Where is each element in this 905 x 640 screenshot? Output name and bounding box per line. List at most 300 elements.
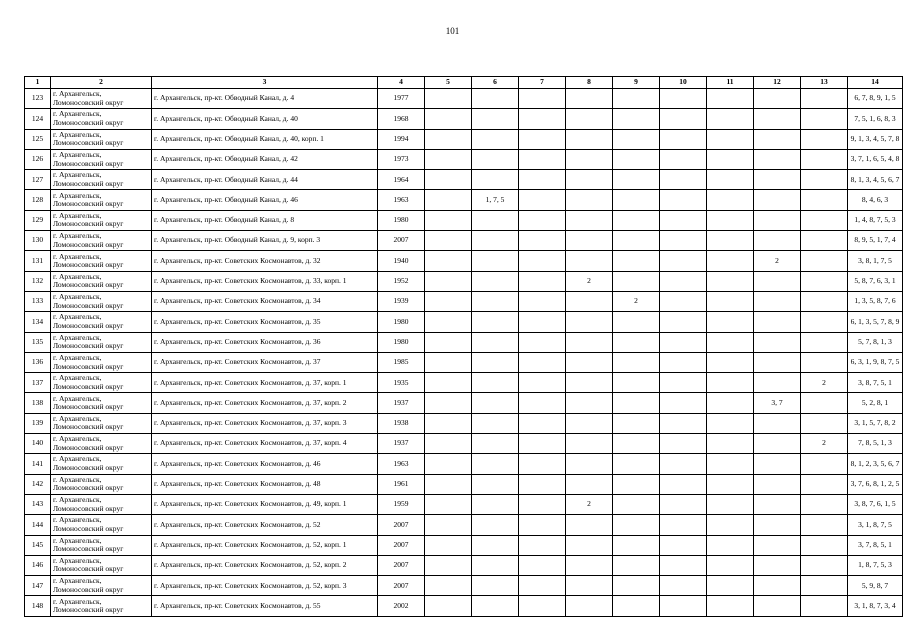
col5-cell xyxy=(425,535,472,555)
col5-cell xyxy=(425,109,472,129)
col10-cell xyxy=(660,393,707,413)
address-cell: г. Архангельск, пр-кт. Обводный Канал, д. 9, корп. 3 xyxy=(152,231,378,251)
col8-cell xyxy=(566,190,613,210)
row-number-cell: 142 xyxy=(25,474,51,494)
col14-cell: 8, 9, 5, 1, 7, 4 xyxy=(848,231,903,251)
col5-cell xyxy=(425,190,472,210)
header-row xyxy=(25,77,903,89)
table-row xyxy=(25,535,903,555)
col13-cell: 2 xyxy=(801,373,848,393)
address-cell: г. Архангельск, пр-кт. Советских Космонавтов, д. 32 xyxy=(152,251,378,271)
location-cell: г. Архангельск, Ломоносовский округ xyxy=(51,413,152,433)
row-number-cell: 124 xyxy=(25,109,51,129)
col6-cell xyxy=(472,291,519,311)
col5-cell xyxy=(425,271,472,291)
col9-cell xyxy=(613,170,660,190)
col9-cell xyxy=(613,413,660,433)
col10-cell xyxy=(660,251,707,271)
col11-cell xyxy=(707,231,754,251)
col7-cell xyxy=(519,352,566,372)
col11-cell xyxy=(707,332,754,352)
location-cell: г. Архангельск, Ломоносовский округ xyxy=(51,535,152,555)
col6-cell xyxy=(472,210,519,230)
col5-cell xyxy=(425,291,472,311)
col8-cell xyxy=(566,312,613,332)
col6-cell xyxy=(472,271,519,291)
col13-cell xyxy=(801,210,848,230)
col14-cell: 8, 1, 2, 3, 5, 6, 7 xyxy=(848,454,903,474)
col5-cell xyxy=(425,352,472,372)
col7-cell xyxy=(519,555,566,575)
year-cell: 1963 xyxy=(378,454,425,474)
address-cell: г. Архангельск, пр-кт. Советских Космонавтов, д. 46 xyxy=(152,454,378,474)
col10-cell xyxy=(660,555,707,575)
column-header-1: 1 xyxy=(25,77,51,89)
col12-cell xyxy=(754,129,801,149)
table-row xyxy=(25,109,903,129)
col6-cell xyxy=(472,494,519,514)
col12-cell xyxy=(754,89,801,109)
col11-cell xyxy=(707,291,754,311)
row-number-cell: 123 xyxy=(25,89,51,109)
col14-cell: 3, 1, 8, 7, 3, 4 xyxy=(848,596,903,616)
col9-cell xyxy=(613,596,660,616)
col14-cell: 6, 3, 1, 9, 8, 7, 5 xyxy=(848,352,903,372)
col14-cell: 5, 8, 7, 6, 3, 1 xyxy=(848,271,903,291)
address-cell: г. Архангельск, пр-кт. Советских Космонавтов, д. 33, корп. 1 xyxy=(152,271,378,291)
row-number-cell: 125 xyxy=(25,129,51,149)
location-cell: г. Архангельск, Ломоносовский округ xyxy=(51,393,152,413)
col5-cell xyxy=(425,129,472,149)
column-header-13: 13 xyxy=(801,77,848,89)
col12-cell xyxy=(754,413,801,433)
col10-cell xyxy=(660,129,707,149)
col8-cell xyxy=(566,515,613,535)
table-row xyxy=(25,271,903,291)
col12-cell xyxy=(754,474,801,494)
column-header-12: 12 xyxy=(754,77,801,89)
col13-cell xyxy=(801,413,848,433)
location-cell: г. Архангельск, Ломоносовский округ xyxy=(51,129,152,149)
table-row xyxy=(25,149,903,169)
row-number-cell: 135 xyxy=(25,332,51,352)
col12-cell: 3, 7 xyxy=(754,393,801,413)
col12-cell xyxy=(754,312,801,332)
col10-cell xyxy=(660,190,707,210)
row-number-cell: 139 xyxy=(25,413,51,433)
col7-cell xyxy=(519,535,566,555)
col7-cell xyxy=(519,129,566,149)
year-cell: 2007 xyxy=(378,555,425,575)
table-row xyxy=(25,413,903,433)
location-cell: г. Архангельск, Ломоносовский округ xyxy=(51,576,152,596)
col14-cell: 7, 5, 1, 6, 8, 3 xyxy=(848,109,903,129)
col11-cell xyxy=(707,413,754,433)
row-number-cell: 148 xyxy=(25,596,51,616)
table-row xyxy=(25,89,903,109)
col7-cell xyxy=(519,494,566,514)
col8-cell xyxy=(566,474,613,494)
col10-cell xyxy=(660,413,707,433)
location-cell: г. Архангельск, Ломоносовский округ xyxy=(51,332,152,352)
col12-cell xyxy=(754,352,801,372)
page-number: 101 xyxy=(445,26,460,36)
col7-cell xyxy=(519,109,566,129)
col8-cell xyxy=(566,352,613,372)
col10-cell xyxy=(660,434,707,454)
col11-cell xyxy=(707,373,754,393)
col10-cell xyxy=(660,89,707,109)
location-cell: г. Архангельск, Ломоносовский округ xyxy=(51,474,152,494)
address-cell: г. Архангельск, пр-кт. Обводный Канал, д. 8 xyxy=(152,210,378,230)
location-cell: г. Архангельск, Ломоносовский округ xyxy=(51,271,152,291)
row-number-cell: 140 xyxy=(25,434,51,454)
col12-cell xyxy=(754,149,801,169)
address-cell: г. Архангельск, пр-кт. Обводный Канал, д. 46 xyxy=(152,190,378,210)
col10-cell xyxy=(660,515,707,535)
col11-cell xyxy=(707,515,754,535)
col9-cell xyxy=(613,474,660,494)
address-cell: г. Архангельск, пр-кт. Советских Космонавтов, д. 37, корп. 3 xyxy=(152,413,378,433)
address-cell: г. Архангельск, пр-кт. Советских Космонавтов, д. 37 xyxy=(152,352,378,372)
location-cell: г. Архангельск, Ломоносовский округ xyxy=(51,89,152,109)
col9-cell xyxy=(613,373,660,393)
col10-cell xyxy=(660,352,707,372)
col7-cell xyxy=(519,190,566,210)
col14-cell: 8, 4, 6, 3 xyxy=(848,190,903,210)
col7-cell xyxy=(519,231,566,251)
col9-cell xyxy=(613,515,660,535)
column-header-9: 9 xyxy=(613,77,660,89)
year-cell: 1937 xyxy=(378,393,425,413)
col8-cell xyxy=(566,413,613,433)
year-cell: 1937 xyxy=(378,434,425,454)
col13-cell xyxy=(801,454,848,474)
col5-cell xyxy=(425,170,472,190)
col7-cell xyxy=(519,89,566,109)
column-header-7: 7 xyxy=(519,77,566,89)
row-number-cell: 126 xyxy=(25,149,51,169)
col6-cell xyxy=(472,149,519,169)
table-row xyxy=(25,434,903,454)
location-cell: г. Архангельск, Ломоносовский округ xyxy=(51,494,152,514)
col11-cell xyxy=(707,393,754,413)
year-cell: 2007 xyxy=(378,231,425,251)
col5-cell xyxy=(425,373,472,393)
col9-cell xyxy=(613,555,660,575)
col12-cell xyxy=(754,231,801,251)
col11-cell xyxy=(707,109,754,129)
col6-cell xyxy=(472,393,519,413)
col7-cell xyxy=(519,515,566,535)
col12-cell xyxy=(754,291,801,311)
year-cell: 1959 xyxy=(378,494,425,514)
address-cell: г. Архангельск, пр-кт. Советских Космонавтов, д. 55 xyxy=(152,596,378,616)
col10-cell xyxy=(660,109,707,129)
col7-cell xyxy=(519,291,566,311)
column-header-14: 14 xyxy=(848,77,903,89)
col13-cell xyxy=(801,251,848,271)
col6-cell xyxy=(472,170,519,190)
col14-cell: 9, 1, 3, 4, 5, 7, 8 xyxy=(848,129,903,149)
col6-cell xyxy=(472,515,519,535)
year-cell: 1994 xyxy=(378,129,425,149)
col8-cell xyxy=(566,170,613,190)
col13-cell xyxy=(801,576,848,596)
col9-cell xyxy=(613,231,660,251)
col8-cell xyxy=(566,251,613,271)
col5-cell xyxy=(425,454,472,474)
col5-cell xyxy=(425,515,472,535)
col11-cell xyxy=(707,149,754,169)
col8-cell xyxy=(566,89,613,109)
col9-cell xyxy=(613,494,660,514)
col14-cell: 5, 9, 8, 7 xyxy=(848,576,903,596)
col10-cell xyxy=(660,312,707,332)
col6-cell xyxy=(472,474,519,494)
col13-cell xyxy=(801,149,848,169)
year-cell: 1935 xyxy=(378,373,425,393)
col7-cell xyxy=(519,373,566,393)
row-number-cell: 133 xyxy=(25,291,51,311)
col6-cell: 1, 7, 5 xyxy=(472,190,519,210)
col8-cell xyxy=(566,596,613,616)
col7-cell xyxy=(519,271,566,291)
col8-cell xyxy=(566,210,613,230)
col12-cell xyxy=(754,332,801,352)
col5-cell xyxy=(425,434,472,454)
col11-cell xyxy=(707,454,754,474)
col13-cell xyxy=(801,109,848,129)
col5-cell xyxy=(425,312,472,332)
col6-cell xyxy=(472,596,519,616)
table-row xyxy=(25,332,903,352)
address-cell: г. Архангельск, пр-кт. Обводный Канал, д. 40, корп. 1 xyxy=(152,129,378,149)
col8-cell xyxy=(566,332,613,352)
year-cell: 1940 xyxy=(378,251,425,271)
year-cell: 1939 xyxy=(378,291,425,311)
col5-cell xyxy=(425,332,472,352)
table-body xyxy=(25,89,903,617)
row-number-cell: 137 xyxy=(25,373,51,393)
col14-cell: 3, 7, 1, 6, 5, 4, 8 xyxy=(848,149,903,169)
address-cell: г. Архангельск, пр-кт. Советских Космонавтов, д. 35 xyxy=(152,312,378,332)
table-row xyxy=(25,291,903,311)
column-header-8: 8 xyxy=(566,77,613,89)
col11-cell xyxy=(707,271,754,291)
address-cell: г. Архангельск, пр-кт. Советских Космонавтов, д. 52, корп. 2 xyxy=(152,555,378,575)
row-number-cell: 145 xyxy=(25,535,51,555)
address-cell: г. Архангельск, пр-кт. Советских Космонавтов, д. 52, корп. 3 xyxy=(152,576,378,596)
col12-cell xyxy=(754,170,801,190)
col7-cell xyxy=(519,576,566,596)
col12-cell xyxy=(754,576,801,596)
col14-cell: 6, 7, 8, 9, 1, 5 xyxy=(848,89,903,109)
address-cell: г. Архангельск, пр-кт. Советских Космонавтов, д. 37, корп. 2 xyxy=(152,393,378,413)
address-cell: г. Архангельск, пр-кт. Обводный Канал, д. 4 xyxy=(152,89,378,109)
col6-cell xyxy=(472,535,519,555)
address-cell: г. Архангельск, пр-кт. Советских Космонавтов, д. 37, корп. 1 xyxy=(152,373,378,393)
col8-cell xyxy=(566,149,613,169)
col7-cell xyxy=(519,332,566,352)
col10-cell xyxy=(660,373,707,393)
col5-cell xyxy=(425,231,472,251)
col11-cell xyxy=(707,352,754,372)
col10-cell xyxy=(660,149,707,169)
year-cell: 2002 xyxy=(378,596,425,616)
col8-cell xyxy=(566,291,613,311)
col7-cell xyxy=(519,474,566,494)
table-row xyxy=(25,170,903,190)
table-row xyxy=(25,576,903,596)
col8-cell xyxy=(566,373,613,393)
col10-cell xyxy=(660,332,707,352)
year-cell: 2007 xyxy=(378,515,425,535)
address-cell: г. Архангельск, пр-кт. Советских Космонавтов, д. 34 xyxy=(152,291,378,311)
col11-cell xyxy=(707,555,754,575)
year-cell: 1963 xyxy=(378,190,425,210)
col11-cell xyxy=(707,89,754,109)
col8-cell xyxy=(566,454,613,474)
location-cell: г. Архангельск, Ломоносовский округ xyxy=(51,515,152,535)
col10-cell xyxy=(660,271,707,291)
col8-cell xyxy=(566,555,613,575)
col13-cell xyxy=(801,190,848,210)
col14-cell: 3, 8, 1, 7, 5 xyxy=(848,251,903,271)
address-cell: г. Архангельск, пр-кт. Обводный Канал, д. 44 xyxy=(152,170,378,190)
column-header-2: 2 xyxy=(51,77,152,89)
table-row xyxy=(25,474,903,494)
table-row xyxy=(25,373,903,393)
table-row xyxy=(25,515,903,535)
row-number-cell: 144 xyxy=(25,515,51,535)
col5-cell xyxy=(425,89,472,109)
col13-cell: 2 xyxy=(801,434,848,454)
table-header xyxy=(25,77,903,89)
col13-cell xyxy=(801,291,848,311)
col10-cell xyxy=(660,454,707,474)
col5-cell xyxy=(425,413,472,433)
col6-cell xyxy=(472,109,519,129)
col14-cell: 1, 4, 8, 7, 5, 3 xyxy=(848,210,903,230)
col13-cell xyxy=(801,352,848,372)
col6-cell xyxy=(472,413,519,433)
col7-cell xyxy=(519,312,566,332)
col6-cell xyxy=(472,129,519,149)
address-cell: г. Архангельск, пр-кт. Советских Космонавтов, д. 49, корп. 1 xyxy=(152,494,378,514)
col11-cell xyxy=(707,129,754,149)
col9-cell xyxy=(613,251,660,271)
col10-cell xyxy=(660,576,707,596)
table-row xyxy=(25,190,903,210)
col13-cell xyxy=(801,312,848,332)
col7-cell xyxy=(519,393,566,413)
location-cell: г. Архангельск, Ломоносовский округ xyxy=(51,251,152,271)
col9-cell xyxy=(613,434,660,454)
col12-cell xyxy=(754,434,801,454)
row-number-cell: 143 xyxy=(25,494,51,514)
col14-cell: 3, 1, 5, 7, 8, 2 xyxy=(848,413,903,433)
row-number-cell: 134 xyxy=(25,312,51,332)
col5-cell xyxy=(425,555,472,575)
row-number-cell: 136 xyxy=(25,352,51,372)
column-header-11: 11 xyxy=(707,77,754,89)
col13-cell xyxy=(801,271,848,291)
column-header-10: 10 xyxy=(660,77,707,89)
col5-cell xyxy=(425,596,472,616)
col14-cell: 3, 1, 8, 7, 5 xyxy=(848,515,903,535)
address-cell: г. Архангельск, пр-кт. Советских Космонавтов, д. 37, корп. 4 xyxy=(152,434,378,454)
year-cell: 1980 xyxy=(378,312,425,332)
col12-cell: 2 xyxy=(754,251,801,271)
col11-cell xyxy=(707,596,754,616)
col6-cell xyxy=(472,454,519,474)
col10-cell xyxy=(660,596,707,616)
col12-cell xyxy=(754,454,801,474)
column-header-5: 5 xyxy=(425,77,472,89)
location-cell: г. Архангельск, Ломоносовский округ xyxy=(51,596,152,616)
year-cell: 2007 xyxy=(378,535,425,555)
table-row xyxy=(25,393,903,413)
year-cell: 1985 xyxy=(378,352,425,372)
col6-cell xyxy=(472,352,519,372)
col6-cell xyxy=(472,373,519,393)
col8-cell xyxy=(566,109,613,129)
col9-cell xyxy=(613,454,660,474)
col6-cell xyxy=(472,434,519,454)
row-number-cell: 132 xyxy=(25,271,51,291)
col6-cell xyxy=(472,332,519,352)
col14-cell: 1, 3, 5, 8, 7, 6 xyxy=(848,291,903,311)
year-cell: 1973 xyxy=(378,149,425,169)
row-number-cell: 131 xyxy=(25,251,51,271)
col11-cell xyxy=(707,434,754,454)
row-number-cell: 146 xyxy=(25,555,51,575)
col13-cell xyxy=(801,535,848,555)
location-cell: г. Архангельск, Ломоносовский округ xyxy=(51,109,152,129)
col12-cell xyxy=(754,190,801,210)
col5-cell xyxy=(425,210,472,230)
col12-cell xyxy=(754,271,801,291)
col14-cell: 5, 2, 8, 1 xyxy=(848,393,903,413)
col11-cell xyxy=(707,474,754,494)
col12-cell xyxy=(754,494,801,514)
col9-cell xyxy=(613,210,660,230)
location-cell: г. Архангельск, Ломоносовский округ xyxy=(51,190,152,210)
table-row xyxy=(25,352,903,372)
year-cell: 1980 xyxy=(378,332,425,352)
col9-cell xyxy=(613,535,660,555)
col9-cell: 2 xyxy=(613,291,660,311)
col12-cell xyxy=(754,109,801,129)
location-cell: г. Архангельск, Ломоносовский округ xyxy=(51,373,152,393)
col7-cell xyxy=(519,413,566,433)
col11-cell xyxy=(707,494,754,514)
col8-cell xyxy=(566,535,613,555)
col7-cell xyxy=(519,596,566,616)
year-cell: 1952 xyxy=(378,271,425,291)
location-cell: г. Архангельск, Ломоносовский округ xyxy=(51,210,152,230)
col9-cell xyxy=(613,393,660,413)
col9-cell xyxy=(613,129,660,149)
col5-cell xyxy=(425,149,472,169)
col6-cell xyxy=(472,231,519,251)
table-row xyxy=(25,596,903,616)
address-cell: г. Архангельск, пр-кт. Обводный Канал, д. 42 xyxy=(152,149,378,169)
row-number-cell: 127 xyxy=(25,170,51,190)
col8-cell: 2 xyxy=(566,271,613,291)
col9-cell xyxy=(613,149,660,169)
